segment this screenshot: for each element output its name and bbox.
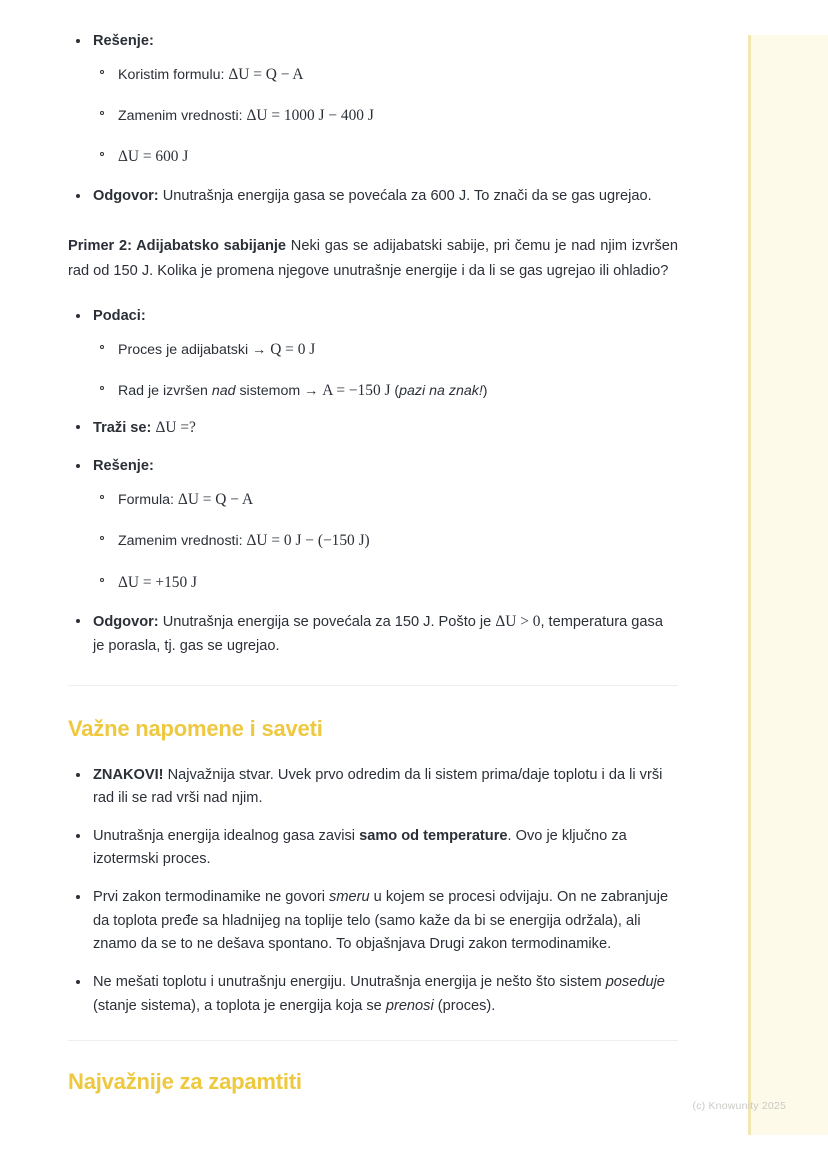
example2-answer-label: Odgovor:	[93, 613, 159, 630]
data-point-paren-close: )	[482, 383, 488, 400]
example1-answer-item	[68, 185, 678, 209]
example2-step	[93, 488, 678, 511]
note-emphasis-2: prenosi	[385, 997, 434, 1014]
example1-answer-label: Odgovor:	[93, 187, 159, 204]
data-point	[93, 379, 678, 402]
step-math: ΔU = Q − A	[177, 491, 254, 509]
example2-title: Primer 2: Adijabatsko sabijanje	[68, 238, 287, 255]
data-point-pre: Rad je izvršen	[118, 383, 212, 400]
example2-answer-post: , temperatura gasa je porasla, tj. gas se ugrejao.	[93, 613, 663, 654]
example2-solution-label: Rešenje:	[93, 458, 154, 475]
note-post: . Ovo je ključno za izotermski proces.	[93, 827, 627, 868]
example1-steps	[93, 63, 678, 169]
data-point-pre2: sistemom →	[235, 383, 323, 400]
note-item	[68, 971, 678, 1018]
example2-find-item	[68, 416, 678, 441]
data-point-math: A = −150 J	[322, 382, 391, 400]
data-point-emphasis: nad	[211, 383, 236, 400]
note-post: (proces).	[433, 997, 496, 1014]
example2-data-item	[68, 305, 678, 402]
data-point-paren-open: (	[390, 383, 400, 400]
note-text: Najvažnija stvar. Uvek prvo odredim da li sistem prima/daje toplotu i da li vrši rad ili se rad vrši nad njim.	[93, 766, 663, 807]
data-point-warning: pazi na znak!	[399, 383, 483, 400]
example1-step	[93, 63, 678, 86]
note-pre: Prvi zakon termodinamike ne govori	[93, 889, 330, 906]
example2-data-label: Podaci:	[93, 308, 146, 325]
example2-find-label: Traži se:	[93, 420, 152, 437]
step-lead: Koristim formulu:	[118, 66, 229, 83]
notes-list	[68, 764, 678, 1019]
note-pre: Unutrašnja energija idealnog gasa zavisi	[93, 827, 360, 844]
example2-body: Neki gas se adijabatski sabije, pri čemu je nad njim izvršen rad od 150 J. Kolika je promena njegove unutrašnje energije i da li se gas ugrejao ili ohladio?	[68, 238, 679, 279]
copyright-watermark: (c) Knowunity 2025	[692, 1100, 786, 1112]
step-lead: Zamenim vrednosti:	[118, 107, 247, 124]
notes-section-heading: Važne napomene i saveti	[68, 715, 323, 741]
note-item	[68, 886, 678, 957]
note-emphasis: smeru	[329, 889, 370, 906]
example2-list	[68, 305, 678, 658]
step-math: ΔU = 600 J	[118, 148, 189, 166]
note-pre: Ne mešati toplotu i unutrašnju energiju. Unutrašnja energija je nešto što sistem	[93, 974, 606, 990]
step-lead: Zamenim vrednosti:	[118, 533, 247, 550]
example1-list	[68, 30, 678, 208]
data-point	[93, 338, 678, 361]
example2-answer-pre: Unutrašnja energija se povećala za 150 J. Pošto je	[158, 613, 496, 630]
example1-answer-text: Unutrašnja energija gasa se povećala za 600 J. To znači da se gas ugrejao.	[158, 187, 652, 204]
step-math: ΔU = Q − A	[228, 65, 304, 83]
example1-step	[93, 145, 678, 168]
example2-solution-item	[68, 455, 678, 594]
example2-paragraph	[68, 234, 678, 283]
example1-solution-label: Rešenje:	[93, 33, 154, 49]
note-post: u kojem se procesi odvijaju. On ne zabranjuje da toplota pređe sa hladnijeg na toplije telo (samo kaže da bi se energija održala), ali znamo da se to ne dešava spontano. To objašnjava Drugi zakon termodinamike.	[93, 889, 669, 953]
example2-answer-item	[68, 610, 678, 659]
example2-steps	[93, 488, 678, 594]
final-section-heading: Najvažnije za zapamtiti	[68, 1069, 302, 1095]
example2-answer-math: ΔU > 0	[495, 612, 541, 630]
data-point-math: Q = 0 J	[270, 340, 316, 358]
example2-step	[93, 571, 678, 594]
step-math: ΔU = +150 J	[118, 573, 197, 591]
example1-solution-item	[68, 30, 678, 169]
example2-data-points	[93, 338, 678, 403]
example2-find-math: ΔU =?	[155, 419, 196, 437]
data-point-pre: Proces je adijabatski →	[118, 341, 271, 358]
note-item	[68, 825, 678, 872]
note-item	[68, 764, 678, 811]
step-lead: Formula:	[118, 492, 178, 509]
right-accent-panel	[748, 35, 828, 1135]
step-math: ΔU = 1000 J − 400 J	[246, 106, 374, 124]
note-strong: samo od temperature	[359, 827, 508, 844]
note-mid: (stanje sistema), a toplota je energija koja se	[93, 997, 386, 1014]
section-divider	[68, 685, 678, 686]
note-emphasis: poseduje	[605, 974, 665, 990]
example1-step	[93, 104, 678, 127]
section-divider-bottom	[68, 1040, 678, 1041]
note-strong: ZNAKOVI!	[93, 766, 164, 783]
step-math: ΔU = 0 J − (−150 J)	[246, 532, 370, 550]
example2-step	[93, 529, 678, 552]
